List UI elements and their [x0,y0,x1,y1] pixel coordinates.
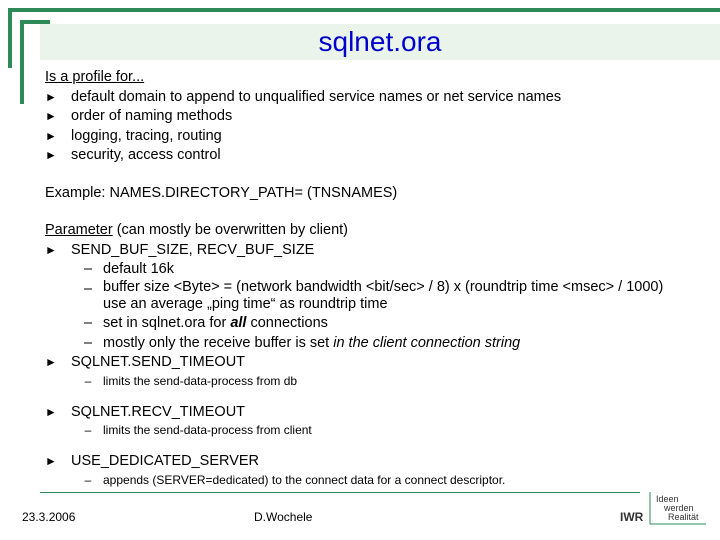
frame-top-bar [8,8,720,12]
profile-heading: Is a profile for... [45,69,145,85]
frame-left-bar-inner [20,20,24,104]
logo-mark: IWR [620,510,644,524]
list-item: ► USE_DEDICATED_SERVER [45,452,705,472]
footer-author: D.Wochele [254,510,313,524]
bullet-icon: ► [45,109,57,123]
bullet-icon: ► [45,128,57,143]
list-item: ► SQLNET.RECV_TIMEOUT [45,403,705,423]
bullet-icon: ► [45,355,57,369]
sub-item: – appends (SERVER=dedicated) to the connect data for a connect descriptor. [84,472,506,487]
logo-line-3: Realität [668,512,699,522]
bullet-icon: ► [45,404,57,419]
footer-divider [40,492,640,493]
logo-line-2: werden [664,503,694,513]
iwr-logo [610,490,706,526]
sub-item: – buffer size <Byte> = (network bandwidth <bit/sec> / 8) x (roundtrip time <msec> / 1000) use an average „ping time“ as roundtrip time [73,280,705,315]
parameter-heading-line [45,221,705,241]
list-item: ► default domain to append to unqualified service names or net service names [45,88,705,108]
sub-item: – limits the send-data-process from db [84,373,298,388]
parameter-note: (can mostly be overwritten by client) [112,222,349,238]
list-item: ► SEND_BUF_SIZE, RECV_BUF_SIZE [45,241,705,261]
sub-item: – set in sqlnet.ora for all connections [83,315,328,331]
example-line: Example: NAMES.DIRECTORY_PATH= (TNSNAMES) [45,184,398,201]
bullet-icon: ► [45,454,57,468]
buffer-size-formula: buffer size <Byte> = (network bandwidth <bit/sec> / 8) x (roundtrip time <msec> / 1000) [103,278,664,295]
bullet-icon: ► [45,242,57,257]
logo-line-1: Ideen [656,494,679,504]
ping-time-note: use an average „ping time“ as roundtrip time [103,295,388,312]
slide-content [45,68,705,488]
bullet-icon: ► [45,89,57,104]
sub-item: – limits the send-data-process from client [84,423,312,437]
parameter-heading: Parameter [45,222,113,238]
frame-left-bar [8,8,12,68]
slide-title: sqlnet.ora [40,24,720,60]
list-item: ► SQLNET.SEND_TIMEOUT [45,353,705,373]
sub-item: – mostly only the receive buffer is set in the client connection string [83,334,521,351]
list-item: ► security, access control [45,146,705,166]
sub-item: – default 16k [83,261,174,277]
footer-date: 23.3.2006 [22,510,76,524]
list-item: ► logging, tracing, routing [45,127,705,147]
list-item: ► order of naming methods [45,107,705,127]
bullet-icon: ► [45,148,57,162]
